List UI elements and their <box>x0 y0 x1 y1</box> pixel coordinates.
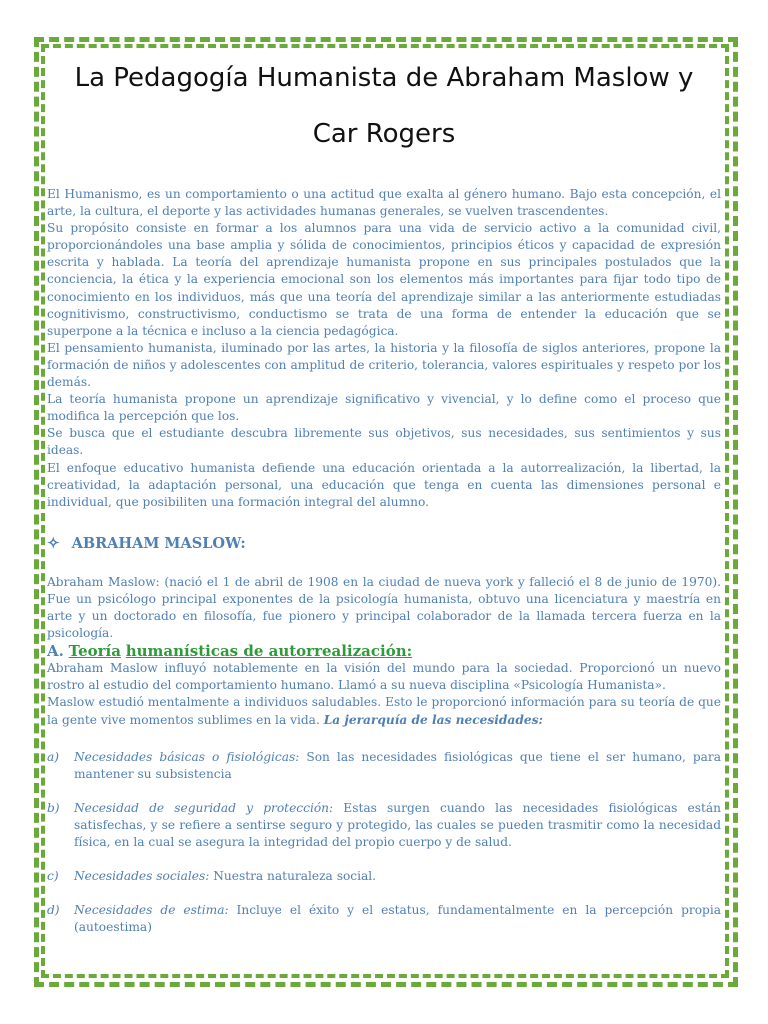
need-label: Necesidades básicas o fisiológicas: <box>74 749 300 764</box>
list-item-text <box>74 902 721 936</box>
section-heading-text: ABRAHAM MASLOW: <box>71 534 246 552</box>
document-title <box>47 50 721 162</box>
list-item <box>47 800 721 851</box>
list-item <box>47 749 721 783</box>
list-marker: a) <box>47 749 60 764</box>
subsection-word: Teoría <box>68 642 121 661</box>
need-text: Estas surgen cuando las necesidades fisiológicas están satisfechas, y se refiere a sentirse seguro y protegido, las cuales se pueden trasmitir como la necesidad física, en la cual se asegura la integridad del propio cuerpo y de salud. <box>74 800 721 849</box>
paragraph: Se busca que el estudiante descubra libremente sus objetivos, sus necesidades, sus sentimientos y sus ideas. <box>47 426 721 458</box>
list-item-text <box>74 800 721 851</box>
paragraph: La teoría humanista propone un aprendizaje significativo y vivencial, y lo define como el proceso que modifica la percepción que los. <box>47 392 721 424</box>
need-text: Incluye el éxito y el estatus, fundamentalmente en la percepción propia (autoestima) <box>74 903 721 935</box>
subsection-letter: A. <box>47 642 64 661</box>
subsection-heading <box>47 642 721 660</box>
maslow-paragraph: Abraham Maslow influyó notablemente en la visión del mundo para la sociedad. Proporcionó un nuevo rostro al estudio del comportamiento humano. Llamó a su nueva disciplina «Psicología Humanista». <box>47 661 721 693</box>
list-marker: d) <box>47 903 60 918</box>
need-text: Son las necesidades fisiológicas que tiene el ser humano, para mantener su subsistencia <box>74 749 722 781</box>
list-marker: b) <box>47 800 60 815</box>
need-label: Necesidad de seguridad y protección: <box>74 800 334 815</box>
maslow-paragraph <box>47 694 721 728</box>
need-text: Nuestra naturaleza social. <box>209 869 377 884</box>
body-text <box>47 186 721 936</box>
paragraph: El pensamiento humanista, iluminado por las artes, la historia y la filosofía de siglos anteriores, propone la formación de niños y adolescentes con amplitud de criterio, tolerancia, valores espirituales y respeto por los demás. <box>47 340 721 390</box>
list-item <box>47 902 721 936</box>
paragraph: El Humanismo, es un comportamiento o una actitud que exalta al género humano. Bajo esta concepción, el arte, la cultura, el deporte y las actividades humanas generales, se vuelven trascendentes. <box>47 187 721 219</box>
maslow-paragraph-text: Maslow estudió mentalmente a individuos saludables. Esto le proporcionó información para su teoría de que la gente vive momentos sublimes en la vida. <box>47 695 721 727</box>
hierarchy-label: La jerarquía de las necesidades: <box>323 712 543 727</box>
needs-list <box>47 749 721 937</box>
title-line-1: La Pedagogía Humanista de Abraham Maslow y <box>74 63 694 93</box>
need-label: Necesidades de estima: <box>74 903 229 918</box>
subsection-rest: humanísticas de autorrealización: <box>125 642 413 661</box>
title-line-2: Car Rogers <box>312 119 456 149</box>
diamond-star-icon: ✧ <box>47 533 60 552</box>
list-item-text <box>74 749 721 783</box>
bio-paragraph: Abraham Maslow: (nació el 1 de abril de 1908 en la ciudad de nueva york y falleció el 8 de junio de 1970). Fue un psicólogo principal exponentes de la psicología humanista, obtuvo una licenciatura y maestría en arte y un doctorado en filosofía, fue pionero y principal colaborador de la llamada tercera fuerza en la psicología. <box>47 574 721 641</box>
document-content <box>47 50 721 953</box>
paragraph: El enfoque educativo humanista defiende una educación orientada a la autorrealización, la libertad, la creatividad, la adaptación personal, una educación que tenga en cuenta las dimensiones personal e individual, que posibiliten una formación integral del alumno. <box>47 460 721 509</box>
list-marker: c) <box>47 869 59 884</box>
list-item <box>47 868 721 885</box>
list-item-text <box>74 868 721 885</box>
need-label: Necesidades sociales: <box>74 869 210 884</box>
section-heading-maslow <box>47 535 721 552</box>
paragraph: Su propósito consiste en formar a los alumnos para una vida de servicio activo a la comunidad civil, proporcionándoles una base amplia y sólida de conocimientos, principios éticos y capacidad de expresión escrita y hablada. La teoría del aprendizaje humanista propone en sus principales postulados que la conciencia, la ética y la experiencia emocional son los elementos más importantes para fijar todo tipo de conocimiento en los individuos, más que una teoría del aprendizaje similar a las anteriormente estudiadas cognitivismo, constructivismo, conductismo se trata de una forma de entender la educación que se superpone a la técnica e incluso a la ciencia pedagógica. <box>47 221 721 338</box>
